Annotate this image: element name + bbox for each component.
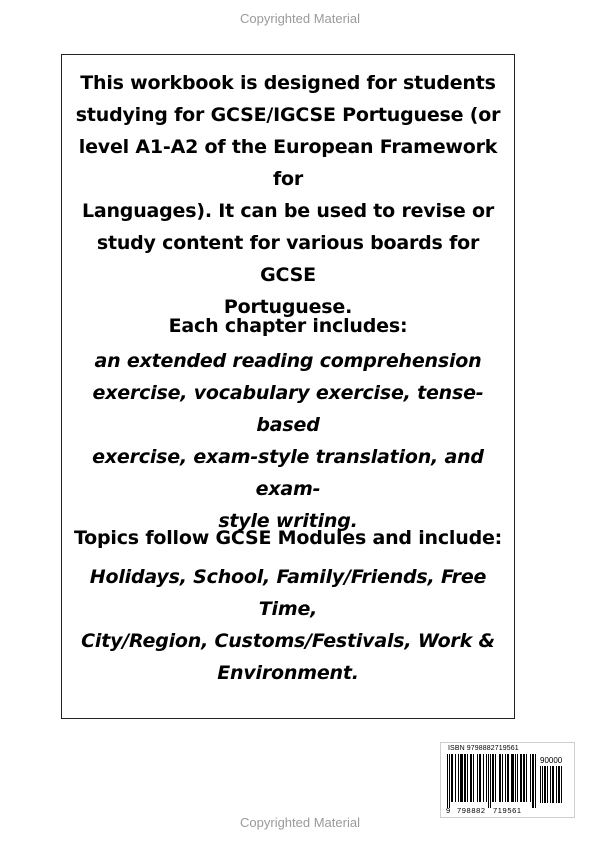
topics-line: Environment. [217, 662, 359, 684]
isbn-label: ISBN 9798882719561 [448, 745, 519, 752]
topics-list [62, 561, 514, 689]
intro-line: This workbook is designed for students [80, 72, 496, 94]
copyright-watermark-bottom: Copyrighted Material [240, 815, 360, 830]
chapter-line: style writing. [218, 510, 358, 532]
intro-line: study content for various boards for GCSE [96, 232, 480, 286]
barcode-digit-lead: 9 [446, 806, 451, 815]
topics-line: City/Region, Customs/Festivals, Work & [81, 630, 495, 652]
chapter-contents [62, 345, 514, 537]
isbn-barcode [440, 742, 575, 818]
description-panel [61, 54, 515, 719]
chapter-line: an extended reading comprehension [94, 350, 482, 372]
price-barcode-bars [540, 766, 568, 809]
intro-line: level A1-A2 of the European Framework for [78, 136, 498, 190]
barcode-digits-right: 719561 [493, 806, 522, 815]
barcode-bars [447, 754, 537, 808]
copyright-watermark-top: Copyrighted Material [240, 11, 360, 26]
chapter-heading: Each chapter includes: [168, 315, 408, 337]
intro-paragraph [62, 67, 514, 323]
chapter-line: exercise, exam-style translation, and exam- [92, 446, 484, 500]
chapter-line: exercise, vocabulary exercise, tense-based [92, 382, 484, 436]
intro-line: Portuguese. [223, 296, 353, 318]
intro-line: studying for GCSE/IGCSE Portuguese (or [75, 104, 501, 126]
intro-line: Languages). It can be used to revise or [81, 200, 495, 222]
topics-heading: Topics follow GCSE Modules and include: [73, 527, 503, 549]
topics-line: Holidays, School, Family/Friends, Free Time, [89, 566, 487, 620]
barcode-digits-left: 798882 [457, 806, 486, 815]
price-code: 90000 [540, 756, 563, 765]
